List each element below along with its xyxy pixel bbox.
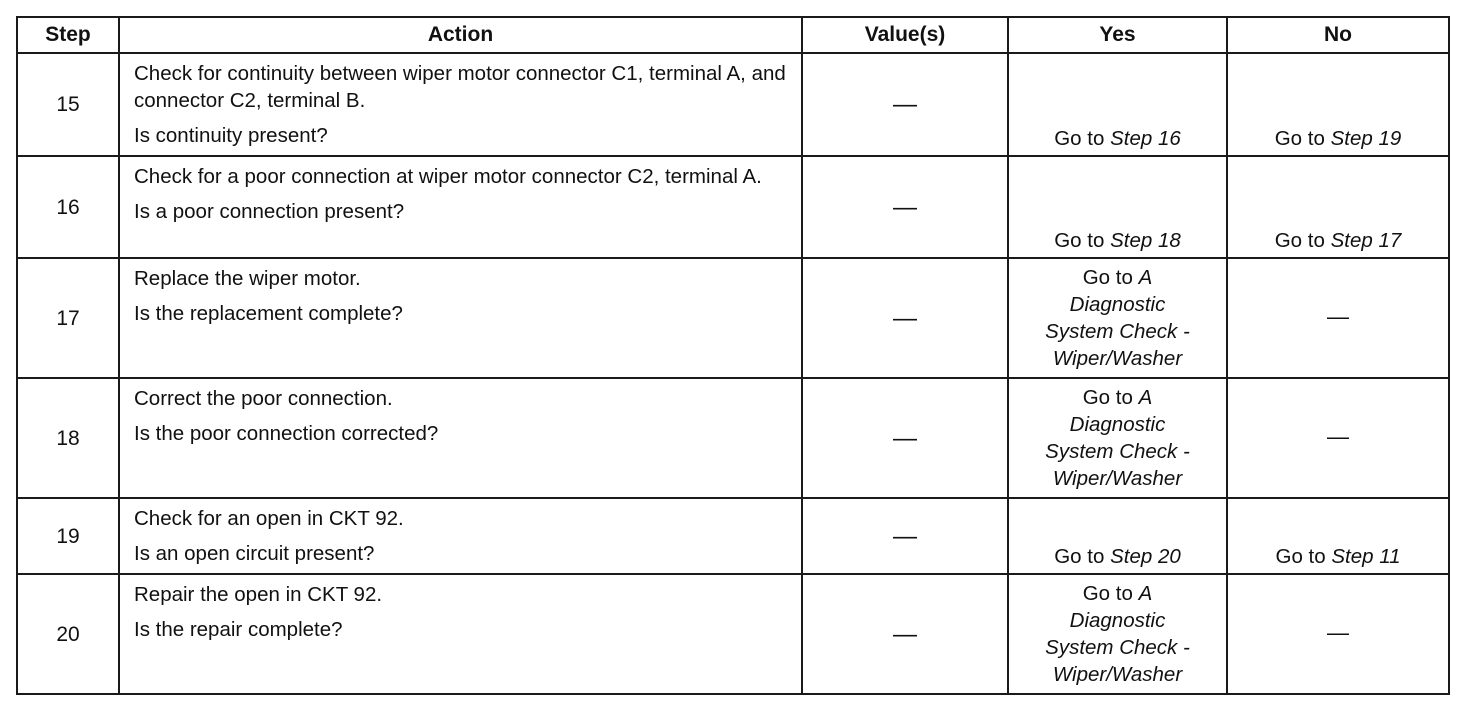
goto-target: A: [1138, 266, 1153, 289]
no-goto-link[interactable]: [1275, 127, 1402, 150]
table-row: [17, 258, 1449, 378]
no-cell: [1227, 498, 1449, 574]
goto-target-line: System Check -: [1045, 440, 1190, 463]
header-row: [17, 17, 1449, 53]
no-cell: [1227, 156, 1449, 258]
action-column-header: Action: [119, 17, 802, 53]
no-cell: —: [1227, 574, 1449, 694]
goto-target: Step 18: [1110, 229, 1181, 252]
value-cell: —: [802, 156, 1008, 258]
value-cell: —: [802, 574, 1008, 694]
goto-prefix: Go to: [1274, 127, 1331, 150]
no-column-header: No: [1227, 17, 1449, 53]
goto-prefix: Go to: [1054, 545, 1111, 568]
values-column-header: Value(s): [802, 17, 1008, 53]
action-instruction: Check for continuity between wiper motor connector C1, terminal A, and connector C2, terminal B.: [134, 62, 786, 112]
no-goto-link[interactable]: [1276, 545, 1401, 568]
value-cell: —: [802, 53, 1008, 156]
action-cell: [119, 258, 802, 378]
action-question: Is the poor connection corrected?: [134, 422, 439, 445]
action-cell: [119, 53, 802, 156]
yes-cell: [1008, 53, 1227, 156]
goto-target: Step 20: [1110, 545, 1181, 568]
action-instruction: Repair the open in CKT 92.: [134, 583, 383, 606]
goto-target-line: Diagnostic: [1069, 413, 1166, 436]
action-instruction: Check for a poor connection at wiper motor connector C2, terminal A.: [134, 165, 762, 188]
action-question: Is the replacement complete?: [134, 302, 403, 325]
step-column-header: Step: [17, 17, 119, 53]
action-cell: [119, 378, 802, 498]
goto-target-line: System Check -: [1045, 320, 1190, 343]
action-instruction: Check for an open in CKT 92.: [134, 507, 404, 530]
value-cell: —: [802, 378, 1008, 498]
goto-prefix: Go to: [1054, 127, 1111, 150]
no-goto-link[interactable]: [1275, 229, 1402, 252]
yes-cell: [1008, 378, 1227, 498]
action-question: Is the repair complete?: [134, 618, 343, 641]
action-cell: [119, 498, 802, 574]
yes-goto-link[interactable]: [1054, 229, 1181, 252]
yes-goto-link[interactable]: [1015, 264, 1220, 291]
step-number: 18: [17, 378, 119, 498]
value-cell: —: [802, 498, 1008, 574]
goto-target-line: Wiper/Washer: [1052, 347, 1183, 370]
yes-goto-link[interactable]: [1054, 545, 1181, 568]
goto-target: A: [1138, 582, 1153, 605]
action-cell: [119, 574, 802, 694]
goto-prefix: Go to: [1275, 545, 1332, 568]
table-row: [17, 156, 1449, 258]
no-cell: —: [1227, 258, 1449, 378]
goto-prefix: Go to: [1274, 229, 1331, 252]
diagnostic-steps-table: [16, 16, 1450, 695]
action-question: Is continuity present?: [134, 124, 328, 147]
action-instruction: Replace the wiper motor.: [134, 267, 361, 290]
action-instruction: Correct the poor connection.: [134, 387, 393, 410]
goto-target-line: Wiper/Washer: [1052, 467, 1183, 490]
yes-column-header: Yes: [1008, 17, 1227, 53]
value-cell: —: [802, 258, 1008, 378]
goto-target: Step 16: [1110, 127, 1181, 150]
yes-cell: [1008, 574, 1227, 694]
table-row: [17, 378, 1449, 498]
step-number: 20: [17, 574, 119, 694]
goto-target-line: Diagnostic: [1069, 609, 1166, 632]
table-row: [17, 498, 1449, 574]
no-cell: —: [1227, 378, 1449, 498]
table-row: [17, 574, 1449, 694]
goto-target-line: Diagnostic: [1069, 293, 1166, 316]
yes-goto-link[interactable]: [1015, 384, 1220, 411]
step-number: 15: [17, 53, 119, 156]
goto-target: Step 17: [1330, 229, 1402, 252]
no-cell: [1227, 53, 1449, 156]
yes-cell: [1008, 156, 1227, 258]
step-number: 17: [17, 258, 119, 378]
yes-goto-link[interactable]: [1054, 127, 1181, 150]
action-cell: [119, 156, 802, 258]
step-number: 16: [17, 156, 119, 258]
table-row: [17, 53, 1449, 156]
goto-target-line: Wiper/Washer: [1052, 663, 1183, 686]
yes-cell: [1008, 498, 1227, 574]
goto-target: Step 11: [1331, 545, 1401, 568]
diagnostic-table-page: [16, 16, 1448, 694]
yes-goto-link[interactable]: [1015, 580, 1220, 607]
goto-prefix: Go to: [1082, 266, 1139, 289]
action-question: Is a poor connection present?: [134, 200, 405, 223]
goto-prefix: Go to: [1054, 229, 1111, 252]
step-number: 19: [17, 498, 119, 574]
goto-target: A: [1138, 386, 1153, 409]
yes-cell: [1008, 258, 1227, 378]
goto-target: Step 19: [1330, 127, 1402, 150]
goto-target-line: System Check -: [1045, 636, 1190, 659]
goto-prefix: Go to: [1082, 386, 1139, 409]
action-question: Is an open circuit present?: [134, 542, 375, 565]
goto-prefix: Go to: [1082, 582, 1139, 605]
